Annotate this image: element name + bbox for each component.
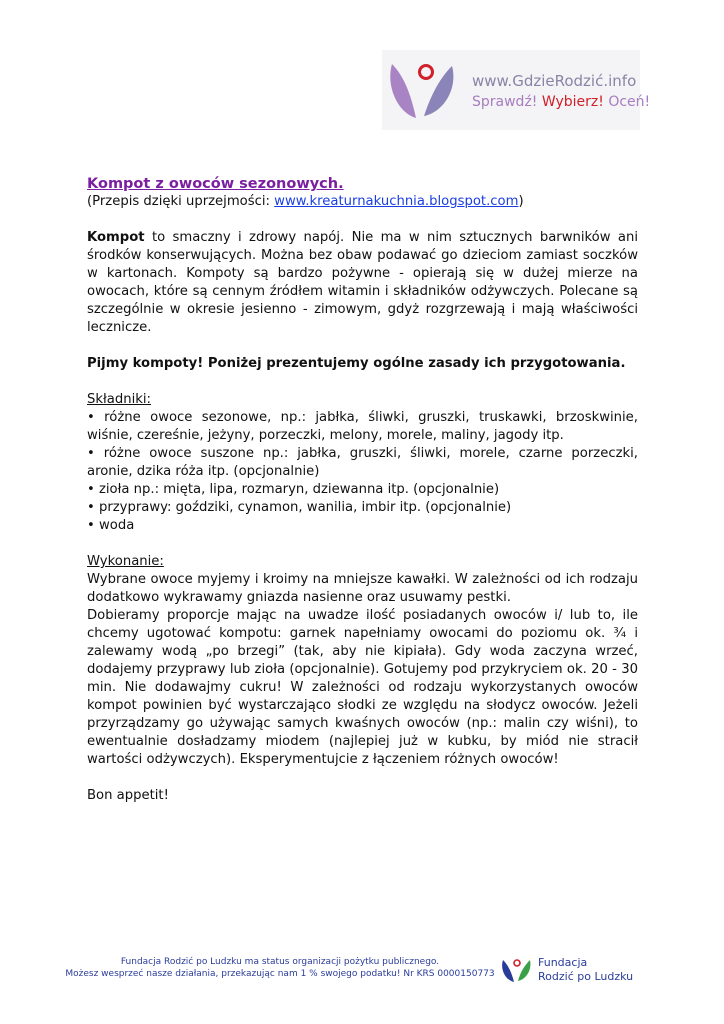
ingredient-item: • przyprawy: goździki, cynamon, wanilia, imbir itp. (opcjonalnie) bbox=[87, 500, 512, 515]
ingredient-item: • zioła np.: mięta, lipa, rozmaryn, dziewanna itp. (opcjonalnie) bbox=[87, 482, 500, 497]
method-paragraph: Dobieramy proporcje mając na uwadze ilość posiadanych owoców i/ lub to, ile chcemy ugotować kompotu: garnek napełniamy owocami do poziomu ok. ¾ i zalewamy wodą „po brzegi” (tak, aby nie kipiała). Gdy woda zaczyna wrzeć, dodajemy przyprawy lub zioła (opcjonalnie). Gotujemy pod przykryciem ok. 20 - 30 min. Nie dodawajmy cukru! W zależności od rodzaju wykorzystanych owoców kompot powinien być wystarczająco słodki ze względu na słodycz owoców. Jeżeli przyrządzamy go używając samych kwaśnych owoców (np.: malin czy wiśni), to ewentualnie dosładzamy miodem (najlepiej już w kubku, by miód nie stracił wartości odżywczych). Eksperymentujcie z łączeniem różnych owoców! bbox=[87, 608, 638, 767]
method-paragraph: Wybrane owoce myjemy i kroimy na mniejsze kawałki. W zależności od ich rodzaju dodatkowo wykrawamy gniazda nasienne oraz usuwamy pestki. bbox=[87, 572, 638, 605]
tagline-check: Sprawdź! bbox=[472, 94, 538, 110]
footer-logo bbox=[500, 955, 640, 991]
tagline-rate: Oceń! bbox=[608, 94, 651, 110]
intro-paragraph bbox=[87, 229, 638, 337]
ingredient-item: • różne owoce sezonowe, np.: jabłka, śliwki, gruszki, truskawki, brzoskwinie, wiśnie, czereśnie, jeżyny, porzeczki, melony, morele, maliny, jagody itp. bbox=[87, 410, 638, 443]
footer-line: Fundacja Rodzić po Ludzku ma status organizacji pożytku publicznego. bbox=[120, 957, 440, 967]
intro-text: to smaczny i zdrowy napój. Nie ma w nim sztucznych barwników ani środków konserwujących. Można bez obaw podawać go dzieciom zamiast soczków w kartonach. Kompoty są bardzo pożywne - opierają się w dużej mierze na owocach, które są cennym źródłem witamin i składników odżywczych. Polecane są szczególnie w okresie jesienno - zimowym, gdyż rozgrzewają i mają właściwości lecznicze. bbox=[87, 230, 638, 335]
source-prefix: (Przepis dzięki uprzejmości: bbox=[87, 194, 275, 209]
footer-text bbox=[60, 956, 500, 980]
closing-text: Bon appetit! bbox=[87, 788, 169, 803]
source-suffix: ) bbox=[518, 194, 524, 209]
article bbox=[87, 175, 638, 805]
article-source bbox=[87, 193, 638, 211]
ingredient-item: • różne owoce suszone np.: jabłka, gruszki, śliwki, morele, czarne porzeczki, aronie, dzika róża itp. (opcjonalnie) bbox=[87, 446, 638, 479]
logo-url: www.GdzieRodzić.info bbox=[472, 72, 637, 90]
footer-logo-line: Fundacja bbox=[538, 956, 588, 969]
source-link[interactable]: www.kreaturnakuchnia.blogspot.com bbox=[274, 194, 519, 209]
header-logo bbox=[382, 50, 651, 130]
method-heading: Wykonanie: bbox=[87, 554, 164, 569]
gdzierodzic-logo-icon bbox=[386, 54, 470, 126]
call-to-action: Pijmy kompoty! Poniżej prezentujemy ogólne zasady ich przygotowania. bbox=[87, 356, 626, 371]
tagline-choose: Wybierz! bbox=[541, 94, 604, 110]
ingredients-heading: Składniki: bbox=[87, 392, 151, 407]
article-title: Kompot z owoców sezonowych. bbox=[87, 176, 344, 192]
logo-tagline bbox=[472, 94, 650, 110]
footer-logo-text bbox=[538, 956, 633, 984]
intro-bold: Kompot bbox=[87, 230, 145, 245]
footer-logo-line: Rodzić po Ludzku bbox=[538, 970, 634, 983]
ingredient-item: • woda bbox=[87, 518, 135, 533]
fundacja-logo-icon bbox=[500, 955, 534, 985]
footer-line: Możesz wesprzeć nasze działania, przekazując nam 1 % swojego podatku! Nr KRS 0000150773 bbox=[65, 969, 495, 979]
